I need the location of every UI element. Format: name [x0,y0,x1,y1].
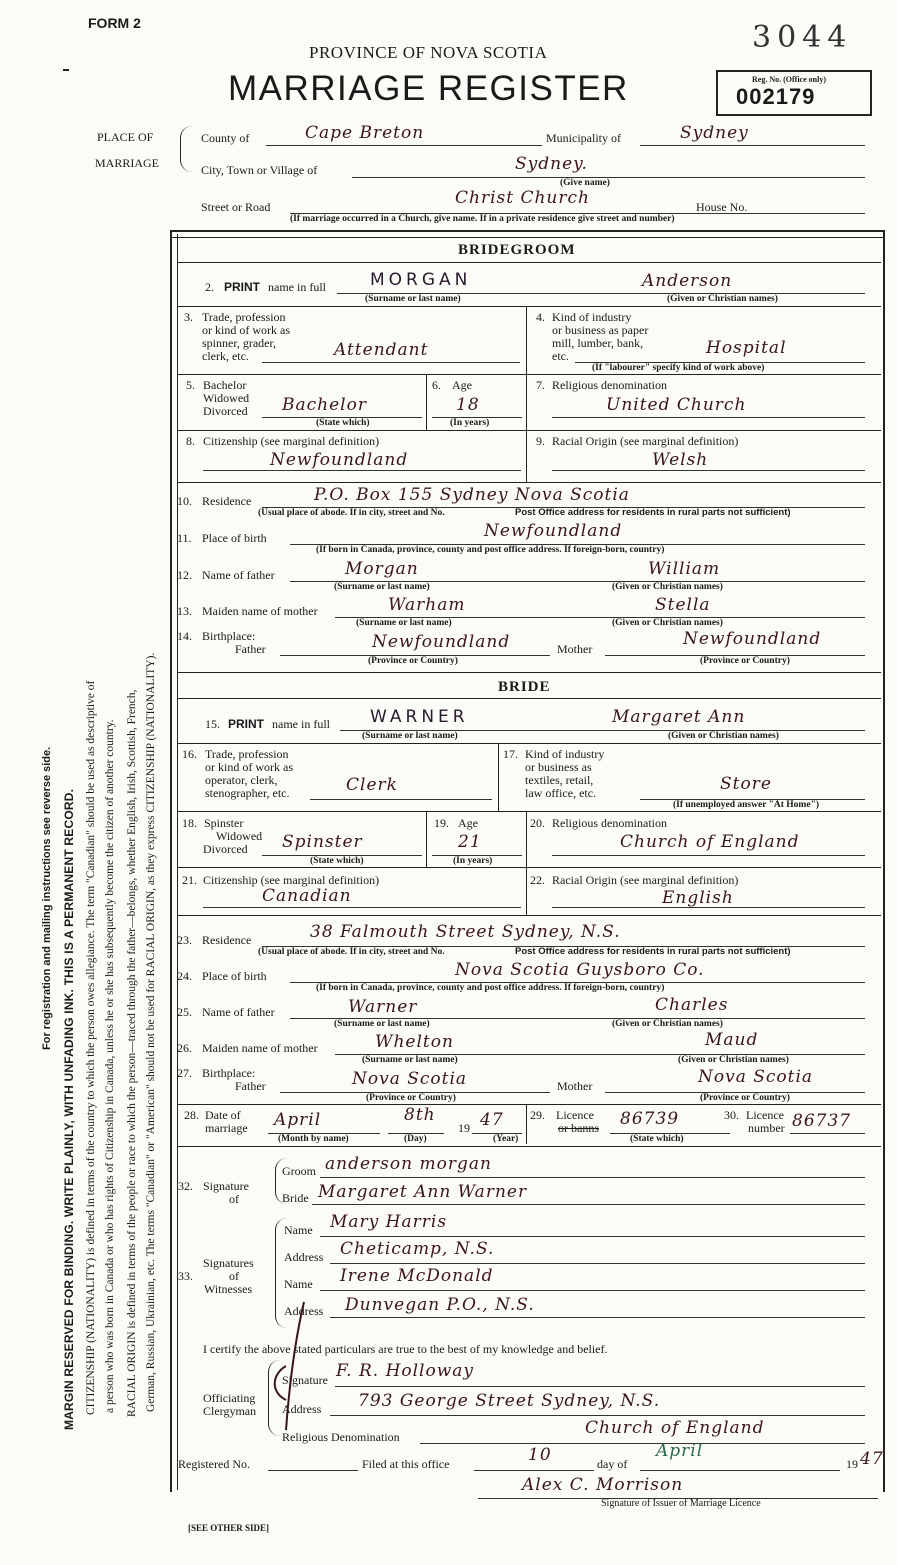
f6-num: 6. [432,378,441,392]
f10-label: Residence [202,494,252,508]
bride-mother-surname-caption: (Surname or last name) [362,1055,458,1065]
place-brace [180,126,193,172]
groom-status: Bachelor [282,395,367,415]
f17-label-1: Kind of industry [525,747,605,761]
bride-surname: WARNER [370,707,469,727]
groom-mother-surname: Warham [388,595,466,615]
margin-line-3: CITIZENSHIP (NATIONALITY) is defined in terms of the country to which the person owes allegiance. The term "Canadian" should be used as descriptive of [85,680,97,1415]
groom-birthplace: Newfoundland [484,521,623,541]
bride-mother-birthplace: Nova Scotia [698,1067,814,1087]
f18-label-2: Widowed [216,829,263,843]
f23-num: 23. [177,933,192,947]
f18-label-3: Divorced [203,842,248,856]
f4-caption: (If "labourer" specify kind of work above) [592,363,765,373]
groom-father-surname: Morgan [345,559,419,579]
f17-label-4: law office, etc. [525,786,597,800]
reg-number-label: Reg. No. (Office only) [752,75,826,84]
f24-num: 24. [177,969,192,983]
groom-father-birthplace: Newfoundland [372,632,511,652]
bride-religion: Church of England [620,832,800,852]
witness1-address: Cheticamp, N.S. [340,1239,495,1259]
bride-father-surname-caption: (Surname or last name) [334,1019,430,1029]
f8-num: 8. [186,434,195,448]
f20-num: 20. [530,816,545,830]
f21-num: 21. [182,873,197,887]
groom-signature: anderson morgan [325,1154,492,1174]
f28-label-1: Date of [205,1108,241,1122]
margin-line-5: RACIAL ORIGIN is defined in terms of the people or race to which the person—traced through the father—belongs, whether English, Irish, Scottish, French, [126,689,138,1417]
margin-tick [63,69,69,71]
county-label: County of [201,131,250,145]
f33-label-2: of [229,1269,239,1283]
f3-label-4: clerk, etc. [202,349,249,363]
place-label-1: PLACE OF [97,130,154,144]
bride-citizenship: Canadian [262,886,352,906]
groom-father-given: William [648,559,721,579]
street-label: Street or Road [201,200,271,214]
licence-or-banns: 86739 [620,1109,680,1129]
clergy-signature: F. R. Holloway [336,1361,475,1381]
groom-sig-label: Groom [282,1164,316,1178]
groom-mother-label: Mother [557,642,593,656]
bride-given-caption: (Given or Christian names) [668,731,779,741]
f17-caption: (If unemployed answer "At Home") [673,800,820,810]
w1-name-label: Name [284,1223,313,1237]
birthplace-caption: (If born in Canada, province, county and post office address. If foreign-born, country) [316,545,665,555]
file-number: 3044 [752,20,853,55]
f18-label-1: Spinster [204,816,244,830]
f25-num: 25. [177,1005,192,1019]
bride-heading: BRIDE [498,679,551,695]
f4-label-2: or business as paper [552,323,649,337]
f17-label-2: or business as [525,760,592,774]
f17-label-3: textiles, retail, [525,773,594,787]
f4-label-4: etc. [552,349,569,363]
f13-num: 13. [177,604,192,618]
margin-line-6: German, Russian, Ukrainian, etc. The terms "Canadian" or "American" should not be used for RACIAL ORIGIN, as they express CITIZENSHIP (NATIONALITY). [145,652,157,1412]
f27-label-1: Birthplace: [202,1066,256,1080]
f3-label-2: or kind of work as [202,323,290,337]
city-caption: (Give name) [560,178,610,188]
f25-label: Name of father [202,1005,275,1019]
f19-num: 19. [434,816,449,830]
f5-num: 5. [186,378,195,392]
f16-label-2: or kind of work as [205,760,293,774]
groom-religion: United Church [606,395,747,415]
f15-num: 15. [205,717,220,731]
street-value: Christ Church [455,188,590,208]
f7-num: 7. [536,378,545,392]
bride-mother-surname: Whelton [375,1032,454,1052]
status-caption: (State which) [316,418,370,428]
bride-mother-given-caption: (Given or Christian names) [678,1055,789,1065]
bride-birthplace-caption: (If born in Canada, province, county and post office address. If foreign-born, country) [316,983,665,993]
clergy-address: 793 George Street Sydney, N.S. [358,1391,661,1411]
bride-residence-caption-b: Post Office address for residents in rural parts not sufficient) [515,946,791,957]
w1-address-label: Address [284,1250,324,1264]
father-province-caption: (Province or Country) [368,656,458,666]
bride-trade: Clerk [346,775,398,795]
clergy-label-1: Officiating [203,1391,256,1405]
filed-day: 10 [528,1445,552,1465]
bride-father-given-caption: (Given or Christian names) [612,1019,723,1029]
street-caption: (If marriage occurred in a Church, give name. If in a private residence give street and number) [290,214,675,224]
day-caption: (Day) [404,1134,427,1144]
filed-year: 47 [860,1449,884,1469]
f29-num: 29. [530,1108,545,1122]
witness2-address: Dunvegan P.O., N.S. [345,1295,535,1315]
f14-num: 14. [177,629,192,643]
father-surname-caption: (Surname or last name) [334,582,430,592]
bride-mother-label: Mother [557,1079,593,1093]
bride-residence-caption-a: (Usual place of abode. If in city, street and No. [258,947,445,957]
marriage-month: April [274,1110,322,1130]
f22-label: Racial Origin (see marginal definition) [552,873,739,887]
f26-num: 26. [177,1041,192,1055]
bride-status-caption: (State which) [310,856,364,866]
f11-label: Place of birth [202,531,267,545]
f3-label-1: Trade, profession [202,310,286,324]
f4-label-3: mill, lumber, bank, [552,336,644,350]
margin-line-4: a person who was born in Canada or who has rights of Citizenship in Canada, unless he or she has subsequently become the citizen of another country. [104,719,116,1413]
f32-label-1: Signature [203,1179,249,1193]
f26-label: Maiden name of mother [202,1041,318,1055]
residence-caption-b: Post Office address for residents in rural parts not sufficient) [515,507,791,518]
f33-label-1: Signatures [203,1256,254,1270]
residence-caption-a: (Usual place of abode. If in city, street and No. [258,508,445,518]
county-value: Cape Breton [305,123,425,143]
f2-bold: PRINT [224,280,260,294]
groom-industry: Hospital [706,338,787,358]
f21-label: Citizenship (see marginal definition) [203,873,380,887]
f15-label: name in full [272,717,330,731]
clergy-religion: Church of England [585,1418,765,1438]
bride-racial: English [662,888,734,908]
f12-label: Name of father [202,568,275,582]
f9-num: 9. [536,434,545,448]
bride-father-birthplace: Nova Scotia [352,1069,468,1089]
f3-num: 3. [184,310,193,324]
witness2-name: Irene McDonald [340,1266,494,1286]
bride-father-given: Charles [655,995,729,1015]
registered-label: Registered No. [178,1457,250,1471]
bridegroom-heading: BRIDEGROOM [458,242,576,258]
age-caption: (In years) [450,418,490,428]
groom-mother-birthplace: Newfoundland [683,629,822,649]
f32-label-2: of [229,1192,239,1206]
bride-signature: Margaret Ann Warner [318,1182,528,1202]
groom-residence: P.O. Box 155 Sydney Nova Scotia [314,485,630,505]
f19-label: Age [458,816,478,830]
bride-status: Spinster [282,832,363,852]
house-label: House No. [696,200,748,214]
groom-citizenship: Newfoundland [270,450,409,470]
licence-number: 86737 [792,1111,852,1131]
municipality-value: Sydney [680,123,749,143]
city-value: Sydney. [515,154,588,174]
bride-sig-label: Bride [282,1191,309,1205]
f5-label-1: Bachelor [203,378,247,392]
bride-birthplace: Nova Scotia Guysboro Co. [455,960,705,980]
margin-line-1: For registration and mailing instructions see reverse side. [41,746,53,1050]
f16-label-3: operator, clerk, [205,773,278,787]
f30-label-2: number [748,1121,785,1135]
clergy-signature-label: Signature [282,1373,328,1387]
f17-num: 17. [503,747,518,761]
reg-number-box [716,70,872,116]
city-label: City, Town or Village of [201,163,318,177]
f11-num: 11. [177,531,192,545]
bride-mother-given: Maud [705,1030,759,1050]
groom-mother-given: Stella [655,595,711,615]
issuer-signature: Alex C. Morrison [522,1475,684,1495]
f14-label-1: Birthplace: [202,629,256,643]
f30-num: 30. [724,1108,739,1122]
province-title: PROVINCE OF NOVA SCOTIA [309,43,548,62]
bride-residence: 38 Falmouth Street Sydney, N.S. [310,922,621,942]
witness1-name: Mary Harris [330,1212,448,1232]
bride-mother-province-caption: (Province or Country) [700,1093,790,1103]
bride-father-surname: Warner [348,997,418,1017]
f9-label: Racial Origin (see marginal definition) [552,434,739,448]
bride-industry: Store [720,774,772,794]
municipality-label: Municipality of [546,131,621,145]
certify-text: I certify the above stated particulars are true to the best of my knowledge and belief. [203,1342,608,1356]
w2-name-label: Name [284,1277,313,1291]
groom-trade: Attendant [334,340,429,360]
clergy-religion-label: Religious Denomination [282,1430,400,1444]
mother-given-caption: (Given or Christian names) [612,618,723,628]
surname-caption: (Surname or last name) [365,294,461,304]
page-title: MARRIAGE REGISTER [228,69,629,108]
f18-num: 18. [182,816,197,830]
bride-age-caption: (In years) [453,856,493,866]
f5-label-2: Widowed [203,391,250,405]
given-caption: (Given or Christian names) [667,294,778,304]
day-of-label: day of [597,1457,628,1471]
groom-given: Anderson [642,271,733,291]
f13-label: Maiden name of mother [202,604,318,618]
f12-num: 12. [177,568,192,582]
bride-age: 21 [458,832,482,852]
f5-label-3: Divorced [203,404,248,418]
f2-label: name in full [268,280,326,294]
reg-number: 002179 [736,84,816,109]
filed-month: April [656,1441,704,1461]
bride-surname-caption: (Surname or last name) [362,731,458,741]
f29-label-2: or banns [558,1121,599,1135]
mother-surname-caption: (Surname or last name) [356,618,452,628]
f23-label: Residence [202,933,252,947]
bride-given: Margaret Ann [612,707,746,727]
father-given-caption: (Given or Christian names) [612,582,723,592]
groom-surname: MORGAN [370,270,472,290]
f29-label-1: Licence [556,1108,594,1122]
f24-label: Place of birth [202,969,267,983]
clergy-address-label: Address [282,1402,322,1416]
f22-num: 22. [530,873,545,887]
mother-province-caption: (Province or Country) [700,656,790,666]
marriage-year: 47 [480,1110,504,1130]
f16-label-1: Trade, profession [205,747,289,761]
f4-label-1: Kind of industry [552,310,632,324]
filed-label: Filed at this office [362,1457,450,1471]
f28-num: 28. [184,1108,199,1122]
groom-age: 18 [456,395,480,415]
f20-label: Religious denomination [552,816,667,830]
f27-label-2: Father [235,1079,266,1093]
groom-racial: Welsh [652,450,709,470]
issuer-caption: Signature of Issuer of Marriage Licence [601,1498,761,1509]
year-caption: (Year) [493,1134,519,1144]
f28-label-2: marriage [205,1121,248,1135]
margin-line-2: MARGIN RESERVED FOR BINDING. WRITE PLAINLY, WITH UNFADING INK. THIS IS A PERMANENT RECORD. [62,788,76,1430]
f27-num: 27. [177,1066,192,1080]
f3-label-3: spinner, grader, [202,336,277,350]
marriage-day: 8th [404,1105,436,1125]
see-other-side: [SEE OTHER SIDE] [188,1523,270,1533]
f29-caption: (State which) [630,1134,684,1144]
f6-label: Age [452,378,472,392]
f7-label: Religious denomination [552,378,667,392]
filed-year-prefix: 19 [846,1457,858,1471]
f30-label-1: Licence [746,1108,784,1122]
f14-label-2: Father [235,642,266,656]
f15-bold: PRINT [228,717,264,731]
year-prefix: 19 [458,1121,470,1135]
month-caption: (Month by name) [278,1134,349,1144]
place-label-2: MARRIAGE [95,156,160,170]
w2-address-label: Address [284,1304,324,1318]
form-label: FORM 2 [88,15,141,31]
f33-label-3: Witnesses [204,1282,253,1296]
f33-num: 33. [178,1269,193,1283]
witness-mark [262,1296,322,1436]
f8-label: Citizenship (see marginal definition) [203,434,380,448]
bride-father-province-caption: (Province or Country) [366,1093,456,1103]
f32-num: 32. [178,1179,193,1193]
clergy-label-2: Clergyman [203,1404,257,1418]
f16-num: 16. [182,747,197,761]
f2-num: 2. [205,280,214,294]
f16-label-4: stenographer, etc. [205,786,290,800]
f4-num: 4. [536,310,545,324]
f10-num: 10. [177,494,192,508]
